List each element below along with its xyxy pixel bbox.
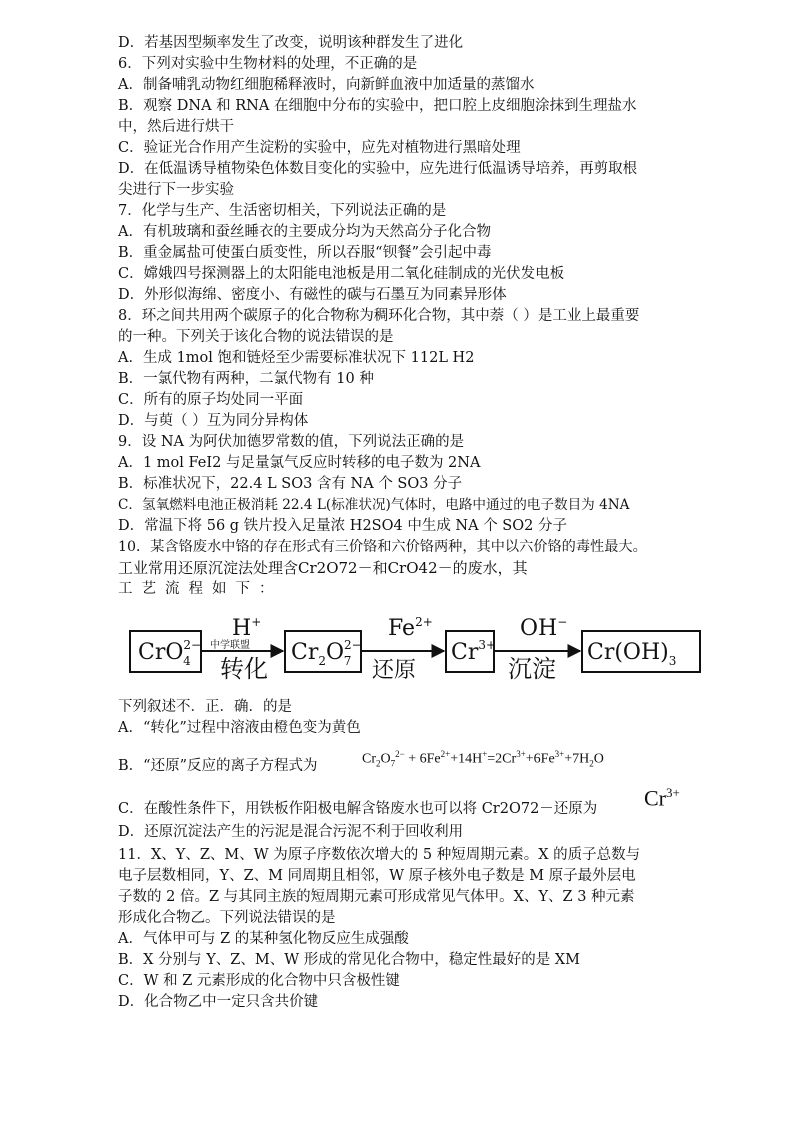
text-line: B．观察 DNA 和 RNA 在细胞中分布的实验中，把口腔上皮细胞涂抹到生理盐水 [118, 98, 637, 114]
ionic-equation: $Cr_2O_7^{2-} + 6Fe^{2+}+14H^+=2Cr^{3+}+6Fe^{3+}+7H_2O$ [362, 749, 604, 769]
arrow-2-reagent: $Fe^{2+}$ [388, 615, 433, 641]
text-line: C．验证光合作用产生淀粉的实验中，应先对植物进行黑暗处理 [118, 140, 521, 156]
text-line: A．1 mol FeI2 与足量氯气反应时转移的电子数为 2NA [118, 455, 481, 471]
arrow-3-reagent: OH− [520, 615, 568, 641]
cr3-product: $Cr^{3+}$ [644, 785, 680, 811]
process-flow-diagram [128, 611, 703, 684]
text-line: 9．设 NA 为阿伏加德罗常数的值，下列说法正确的是 [118, 434, 465, 450]
text-line: 11．X、Y、Z、M、W 为原子序数依次增大的 5 种短周期元素。X 的质子总数与 [118, 847, 641, 863]
text-line: B．重金属盐可使蛋白质变性，所以吞服“钡餐”会引起中毒 [118, 245, 492, 261]
text-line: 中，然后进行烘干 [118, 119, 234, 135]
option-a: A．“转化”过程中溶液由橙色变为黄色 [118, 720, 361, 736]
text-line: C．嫦娥四号探测器上的太阳能电池板是用二氧化硅制成的光伏发电板 [118, 266, 565, 282]
box-croh3-label: $Cr(OH)_3$ [587, 640, 677, 668]
text-line: D．与萸（ ）互为同分异构体 [118, 413, 309, 429]
box-cr3-label: $Cr^{3+}$ [451, 638, 497, 665]
text-line: 电子层数相同，Y、Z、M 同周期且相邻，W 原子核外电子数是 M 原子最外层电 [118, 868, 636, 884]
text-line: A．有机玻璃和蚕丝睡衣的主要成分均为天然高分子化合物 [118, 224, 491, 240]
text-line: A．气体甲可与 Z 的某种氢化物反应生成强酸 [118, 931, 409, 947]
arrow-3-process: 沉淀 [508, 655, 556, 683]
text-line: D．化合物乙中一定只含共价键 [118, 994, 319, 1010]
text-line: 8．环之间共用两个碳原子的化合物称为稠环化合物，其中萘（ ）是工业上最重要 [118, 308, 640, 324]
text-line: 7．化学与生产、生活密切相关，下列说法正确的是 [118, 203, 447, 219]
option-b-prefix: B．“还原”反应的离子方程式为 [118, 758, 318, 774]
text-line: A．制备哺乳动物红细胞稀释液时，向新鲜血液中加适量的蒸馏水 [118, 77, 535, 93]
text-line: C．所有的原子均处同一平面 [118, 392, 304, 408]
text-line: D．若基因型频率发生了改变，说明该种群发生了进化 [118, 35, 464, 51]
text-line: 尖进行下一步实验 [118, 182, 234, 198]
watermark-text: 中学联盟 [210, 640, 250, 651]
text-line: C．W 和 Z 元素形成的化合物中只含极性键 [118, 973, 400, 989]
text-line: 10．某含铬废水中铬的存在形式有三价铬和六价铬两种，其中以六价铬的毒性最大。 [118, 539, 647, 555]
arrow-2-process: 还原 [372, 658, 417, 683]
box-cr2o7-label: $Cr_2O^{2-}$ 7 [291, 638, 362, 668]
option-c-prefix: C．在酸性条件下，用铁板作阳极电解含铬废水也可以将 Cr2O72－还原为 [118, 801, 598, 817]
text-line: 6．下列对实验中生物材料的处理，不正确的是 [118, 56, 418, 72]
question-stem: 下列叙述不．正．确．的是 [118, 699, 292, 715]
text-line: 子数的 2 倍。Z 与其同主族的短周期元素可形成常见气体甲。X、Y、Z 3 种元素 [118, 889, 635, 905]
box-cro4-label: CrO$^{2-}$ 4 [138, 638, 202, 668]
option-d: D．还原沉淀法产生的污泥是混合污泥不利于回收利用 [118, 824, 464, 840]
text-line: 工艺流程如下： [118, 581, 283, 597]
text-line: 形成化合物乙。下列说法错误的是 [118, 910, 336, 926]
text-line: D．外形似海绵、密度小、有磁性的碳与石墨互为同素异形体 [118, 287, 507, 303]
arrow-1-reagent: H+ [232, 615, 262, 641]
text-line: 工业常用还原沉淀法处理含Cr2O72－和CrO42－的废水，其 [118, 559, 528, 577]
text-line: D．常温下将 56 g 铁片投入足量浓 H2SO4 中生成 NA 个 SO2 分子 [118, 518, 567, 534]
text-line: D．在低温诱导植物染色体数目变化的实验中，应先进行低温诱导培养，再剪取根 [118, 161, 638, 177]
arrow-1-process: 转化 [220, 655, 268, 683]
text-line: B．X 分别与 Y、Z、M、W 形成的常见化合物中，稳定性最好的是 XM [118, 952, 580, 968]
text-line: A．生成 1mol 饱和链烃至少需要标准状况下 112L H2 [118, 350, 475, 366]
text-line: B．一氯代物有两种，二氯代物有 10 种 [118, 371, 374, 387]
text-line: B．标准状况下，22.4 L SO3 含有 NA 个 SO3 分子 [118, 476, 463, 492]
text-line: 的一种。下列关于该化合物的说法错误的是 [118, 329, 394, 345]
text-line: C．氢氧燃料电池正极消耗 22.4 L(标准状况)气体时，电路中通过的电子数目为 4NA [118, 497, 630, 513]
